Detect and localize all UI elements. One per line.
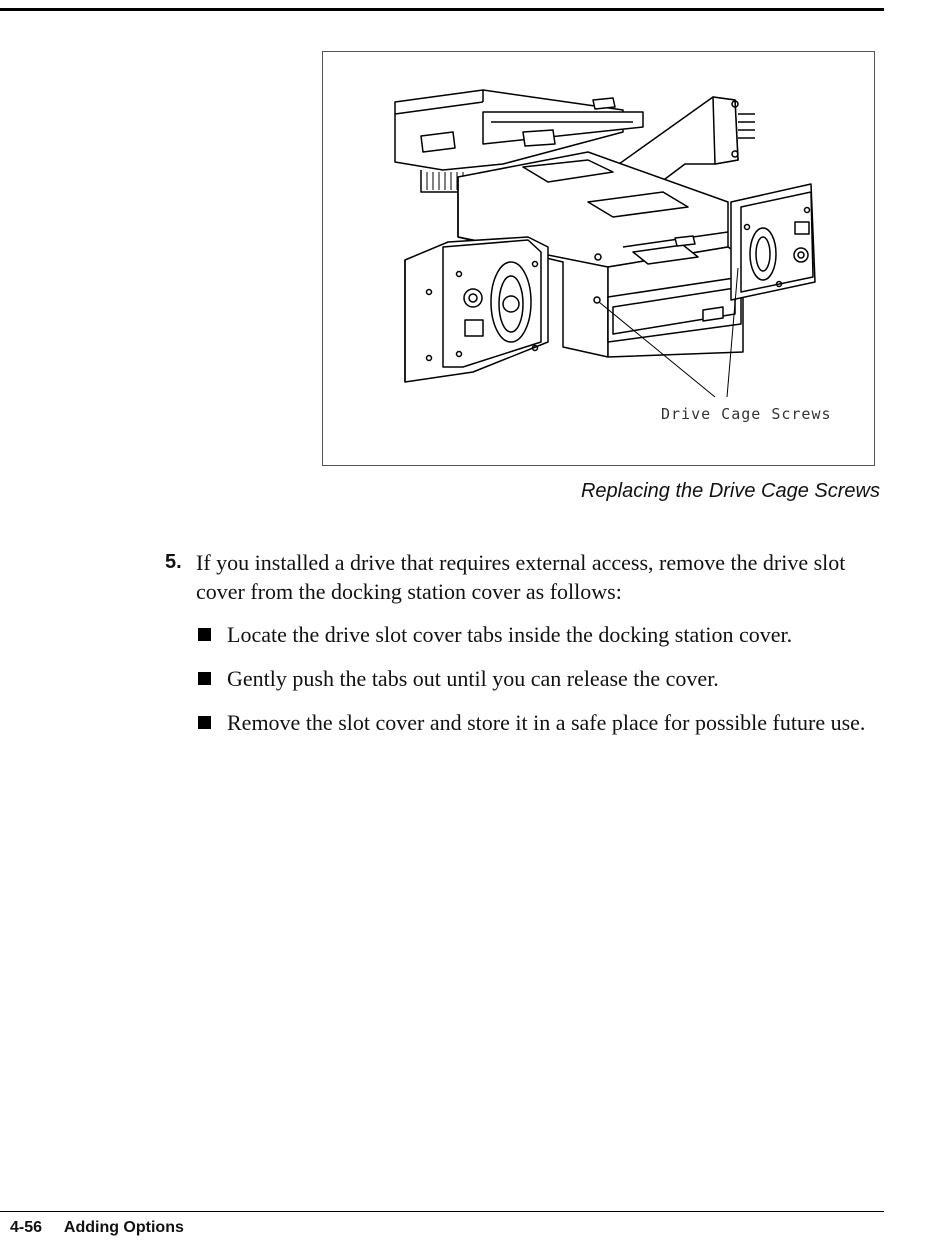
list-item bbox=[196, 708, 876, 737]
callout-label: Drive Cage Screws bbox=[661, 405, 832, 423]
list-item-text: Locate the drive slot cover tabs inside the docking station cover. bbox=[227, 622, 793, 647]
square-bullet-icon bbox=[198, 672, 211, 685]
figure-caption: Replacing the Drive Cage Screws bbox=[580, 480, 880, 502]
list-item-text: Remove the slot cover and store it in a safe place for possible future use. bbox=[227, 710, 866, 735]
square-bullet-icon bbox=[198, 716, 211, 729]
drive-cage-drawing bbox=[323, 52, 875, 466]
left-side-panel bbox=[405, 237, 548, 382]
footer-rule bbox=[0, 1211, 884, 1212]
bullet-list bbox=[196, 620, 876, 752]
page-number: 4-56 bbox=[10, 1219, 43, 1236]
drive-cage-illustration bbox=[322, 51, 875, 466]
list-item bbox=[196, 664, 876, 693]
header-rule bbox=[0, 8, 884, 11]
step-text: If you installed a drive that requires external access, remove the drive slot cover from the docking station cover as follows: bbox=[196, 550, 846, 604]
page-footer bbox=[10, 1219, 184, 1237]
right-side-panel bbox=[731, 184, 815, 300]
section-title: Adding Options bbox=[63, 1219, 184, 1236]
step-number: 5. bbox=[165, 551, 182, 573]
square-bullet-icon bbox=[198, 628, 211, 641]
list-item-text: Gently push the tabs out until you can release the cover. bbox=[227, 666, 719, 691]
connector-bracket bbox=[619, 97, 755, 182]
list-item bbox=[196, 620, 876, 649]
step-5 bbox=[165, 548, 865, 606]
